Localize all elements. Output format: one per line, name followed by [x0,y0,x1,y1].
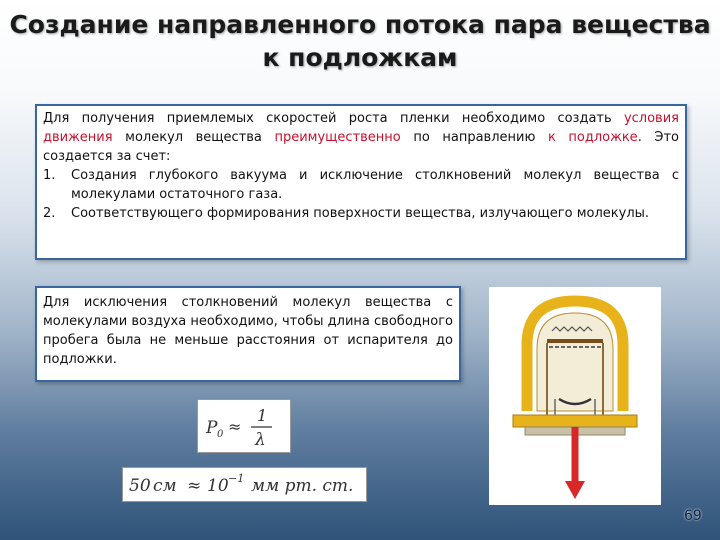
base-plate [513,415,637,427]
intro-text-2: молекул вещества [112,130,275,145]
chamber-interior [537,313,613,411]
conditions-text-box [35,104,687,260]
intro-text-3: по направлению [400,130,548,145]
pressure-value-svg [123,468,366,501]
pressure-formula [197,399,291,453]
intro-highlight-preferential: преимущественно [274,130,401,145]
vacuum-chamber-illustration [489,287,661,505]
list-item-text: Создания глубокого вакуума и исключение столкновений молекул вещества с молекулами остаточного газа. [71,168,679,202]
pressure-formula-svg [198,400,290,452]
formula-p-subscript: 0 [217,429,224,440]
slide-title [0,8,720,74]
formula-approx: ≈ [228,417,242,436]
conditions-intro [43,109,679,166]
list-item [43,166,679,204]
value-exponent: −1 [228,472,245,485]
page-number: 69 [684,508,702,524]
mean-free-path-text: Для исключения столкновений молекул вещества с молекулами воздуха необходимо, чтобы длина свободного пробега была не меньше расстояния от испарителя до подложки. [43,295,453,367]
slide-title-line1: Создание направленного потока пара вещества [9,10,711,39]
intro-highlight-substrate: к подложке [547,130,638,145]
pump-arrow-head [565,481,585,499]
value-approx: ≈ [187,476,202,496]
formula-p: P [206,418,218,438]
list-item-text: Соответствующего формирования поверхности вещества, излучающего молекулы. [71,206,650,221]
value-base-ten: 10 [207,476,229,496]
list-item [43,204,679,223]
formula-numerator: 1 [257,406,268,425]
value-cm-unit: см [153,476,177,496]
slide-title-line2: к подложкам [262,43,458,72]
value-fifty: 50 [129,476,151,496]
intro-text-1: Для получения приемлемых скоростей роста пленки необходимо создать [43,111,624,126]
intro-highlight-motion: условия движения [43,111,679,145]
substrate-holder [547,339,603,343]
value-mmhg-unit: мм рт. ст. [251,476,354,496]
vacuum-chamber-svg [489,287,661,505]
formula-lambda: λ [255,430,266,450]
pressure-value-formula [122,467,367,502]
mean-free-path-box [35,286,461,382]
list-item-number: 2. [43,206,56,221]
list-item-number: 1. [43,168,56,183]
intro-text-4: . Это создается за счет: [43,130,679,164]
